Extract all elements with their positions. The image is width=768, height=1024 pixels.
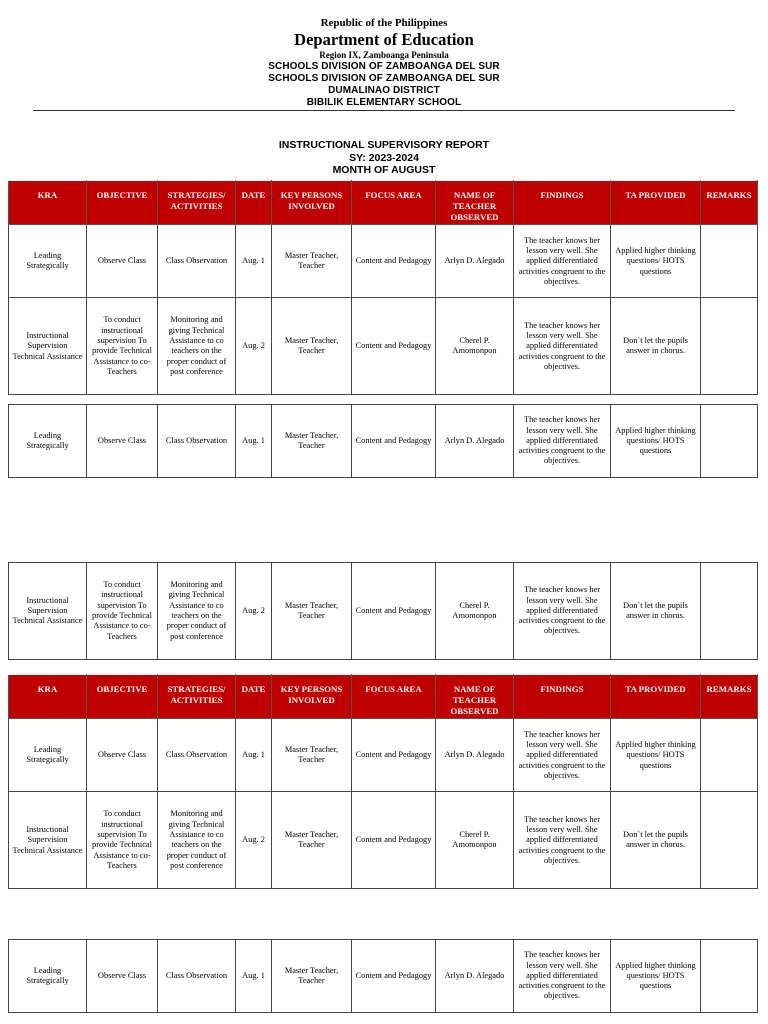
key-persons-cell: Master Teacher, Teacher xyxy=(272,940,352,1013)
key-persons-cell: Master Teacher, Teacher xyxy=(272,719,352,792)
focus-area-cell: Content and Pedagogy xyxy=(352,792,436,889)
objective-cell: Observe Class xyxy=(87,940,158,1013)
column-header-key-persons: KEY PERSONS INVOLVED xyxy=(272,675,352,719)
ta-provided-cell: Applied higher thinking questions/ HOTS questions xyxy=(611,225,701,298)
objective-cell: To conduct instructional supervision To provide Technical Assistance to co-Teachers xyxy=(87,298,158,395)
column-header-teacher-observed: NAME OF TEACHER OBSERVED xyxy=(436,675,514,719)
remarks-cell xyxy=(701,940,758,1013)
column-header-focus-area: FOCUS AREA xyxy=(352,675,436,719)
table-row xyxy=(9,563,758,660)
column-header-teacher-observed: NAME OF TEACHER OBSERVED xyxy=(436,181,514,225)
kra-cell: Instructional Supervision Technical Assistance xyxy=(9,792,87,889)
findings-cell: The teacher knows her lesson very well. She applied differentiated activities congruent to the objectives. xyxy=(514,719,611,792)
teacher-name-cell: Arlyn D. Alegado xyxy=(436,405,514,478)
school-name: BIBILIK ELEMENTARY SCHOOL xyxy=(306,96,462,108)
column-header-objective: OBJECTIVE xyxy=(87,675,158,719)
table-row xyxy=(9,298,758,395)
table-row xyxy=(9,719,758,792)
teacher-name-cell: Cherel P. Amomonpon xyxy=(436,563,514,660)
school-year: SY: 2023-2024 xyxy=(349,151,419,164)
kra-cell: Instructional Supervision Technical Assistance xyxy=(9,298,87,395)
strategies-cell: Class Observation xyxy=(158,405,236,478)
column-header-date: DATE xyxy=(236,675,272,719)
division-line-2: SCHOOLS DIVISION OF ZAMBOANGA DEL SUR xyxy=(268,72,500,84)
strategies-cell: Class Observation xyxy=(158,940,236,1013)
column-header-findings: FINDINGS xyxy=(514,181,611,225)
strategies-cell: Monitoring and giving Technical Assistance to co teachers on the proper conduct of post conference xyxy=(158,563,236,660)
date-cell: Aug. 1 xyxy=(236,225,272,298)
header-divider xyxy=(33,110,735,111)
kra-cell: Leading Strategically xyxy=(9,719,87,792)
ta-provided-cell: Applied higher thinking questions/ HOTS questions xyxy=(611,405,701,478)
kra-cell: Leading Strategically xyxy=(9,940,87,1013)
findings-cell: The teacher knows her lesson very well. She applied differentiated activities congruent to the objectives. xyxy=(514,792,611,889)
date-cell: Aug. 2 xyxy=(236,792,272,889)
column-header-strategies: STRATEGIES/ ACTIVITIES xyxy=(158,675,236,719)
focus-area-cell: Content and Pedagogy xyxy=(352,225,436,298)
focus-area-cell: Content and Pedagogy xyxy=(352,940,436,1013)
focus-area-cell: Content and Pedagogy xyxy=(352,405,436,478)
date-cell: Aug. 2 xyxy=(236,298,272,395)
supervisory-table-3 xyxy=(8,562,758,660)
date-cell: Aug. 2 xyxy=(236,563,272,660)
column-header-objective: OBJECTIVE xyxy=(87,181,158,225)
table-row xyxy=(9,792,758,889)
key-persons-cell: Master Teacher, Teacher xyxy=(272,298,352,395)
report-title: INSTRUCTIONAL SUPERVISORY REPORT xyxy=(278,139,490,151)
teacher-name-cell: Arlyn D. Alegado xyxy=(436,225,514,298)
report-month: MONTH OF AUGUST xyxy=(332,164,436,177)
findings-cell: The teacher knows her lesson very well. She applied differentiated activities congruent to the objectives. xyxy=(514,298,611,395)
table-row xyxy=(9,225,758,298)
column-header-findings: FINDINGS xyxy=(514,675,611,719)
column-header-remarks: REMARKS xyxy=(701,181,758,225)
objective-cell: Observe Class xyxy=(87,719,158,792)
findings-cell: The teacher knows her lesson very well. She applied differentiated activities congruent to the objectives. xyxy=(514,405,611,478)
findings-cell: The teacher knows her lesson very well. She applied differentiated activities congruent to the objectives. xyxy=(514,563,611,660)
district-line: DUMALINAO DISTRICT xyxy=(328,84,440,96)
focus-area-cell: Content and Pedagogy xyxy=(352,719,436,792)
key-persons-cell: Master Teacher, Teacher xyxy=(272,405,352,478)
date-cell: Aug. 1 xyxy=(236,405,272,478)
column-header-ta-provided: TA PROVIDED xyxy=(611,181,701,225)
key-persons-cell: Master Teacher, Teacher xyxy=(272,792,352,889)
date-cell: Aug. 1 xyxy=(236,719,272,792)
table-row xyxy=(9,405,758,478)
remarks-cell xyxy=(701,298,758,395)
focus-area-cell: Content and Pedagogy xyxy=(352,298,436,395)
supervisory-table-5 xyxy=(8,939,758,1013)
ta-provided-cell: Don`t let the pupils answer in chorus. xyxy=(611,792,701,889)
strategies-cell: Monitoring and giving Technical Assistance to co teachers on the proper conduct of post conference xyxy=(158,298,236,395)
column-header-kra: KRA xyxy=(9,675,87,719)
objective-cell: To conduct instructional supervision To provide Technical Assistance to co-Teachers xyxy=(87,792,158,889)
column-header-strategies: STRATEGIES/ ACTIVITIES xyxy=(158,181,236,225)
strategies-cell: Monitoring and giving Technical Assistance to co teachers on the proper conduct of post conference xyxy=(158,792,236,889)
objective-cell: To conduct instructional supervision To provide Technical Assistance to co-Teachers xyxy=(87,563,158,660)
remarks-cell xyxy=(701,719,758,792)
remarks-cell xyxy=(701,225,758,298)
teacher-name-cell: Arlyn D. Alegado xyxy=(436,940,514,1013)
table-row xyxy=(9,940,758,1013)
column-header-date: DATE xyxy=(236,181,272,225)
table-header-row xyxy=(9,181,758,225)
column-header-key-persons: KEY PERSONS INVOLVED xyxy=(272,181,352,225)
strategies-cell: Class Observation xyxy=(158,225,236,298)
department-name: Department of Education xyxy=(294,30,474,49)
ta-provided-cell: Applied higher thinking questions/ HOTS questions xyxy=(611,940,701,1013)
ta-provided-cell: Applied higher thinking questions/ HOTS questions xyxy=(611,719,701,792)
teacher-name-cell: Cherel P. Amomonpon xyxy=(436,298,514,395)
report-title-block xyxy=(0,139,768,177)
teacher-name-cell: Cherel P. Amomonpon xyxy=(436,792,514,889)
findings-cell: The teacher knows her lesson very well. She applied differentiated activities congruent to the objectives. xyxy=(514,225,611,298)
column-header-focus-area: FOCUS AREA xyxy=(352,181,436,225)
column-header-kra: KRA xyxy=(9,181,87,225)
kra-cell: Leading Strategically xyxy=(9,225,87,298)
key-persons-cell: Master Teacher, Teacher xyxy=(272,563,352,660)
remarks-cell xyxy=(701,563,758,660)
column-header-remarks: REMARKS xyxy=(701,675,758,719)
date-cell: Aug. 1 xyxy=(236,940,272,1013)
objective-cell: Observe Class xyxy=(87,405,158,478)
strategies-cell: Class Observation xyxy=(158,719,236,792)
letterhead xyxy=(0,18,768,110)
supervisory-table-4 xyxy=(8,674,758,889)
remarks-cell xyxy=(701,405,758,478)
kra-cell: Instructional Supervision Technical Assistance xyxy=(9,563,87,660)
republic-line: Republic of the Philippines xyxy=(320,17,448,29)
key-persons-cell: Master Teacher, Teacher xyxy=(272,225,352,298)
remarks-cell xyxy=(701,792,758,889)
focus-area-cell: Content and Pedagogy xyxy=(352,563,436,660)
objective-cell: Observe Class xyxy=(87,225,158,298)
region-line: Region IX, Zamboanga Peninsula xyxy=(319,49,449,60)
teacher-name-cell: Arlyn D. Alegado xyxy=(436,719,514,792)
table-header-row xyxy=(9,675,758,719)
ta-provided-cell: Don`t let the pupils answer in chorus. xyxy=(611,563,701,660)
supervisory-table-2 xyxy=(8,404,758,478)
column-header-ta-provided: TA PROVIDED xyxy=(611,675,701,719)
kra-cell: Leading Strategically xyxy=(9,405,87,478)
findings-cell: The teacher knows her lesson very well. She applied differentiated activities congruent to the objectives. xyxy=(514,940,611,1013)
ta-provided-cell: Don`t let the pupils answer in chorus. xyxy=(611,298,701,395)
supervisory-table-1 xyxy=(8,180,758,395)
division-line-1: SCHOOLS DIVISION OF ZAMBOANGA DEL SUR xyxy=(268,60,500,72)
